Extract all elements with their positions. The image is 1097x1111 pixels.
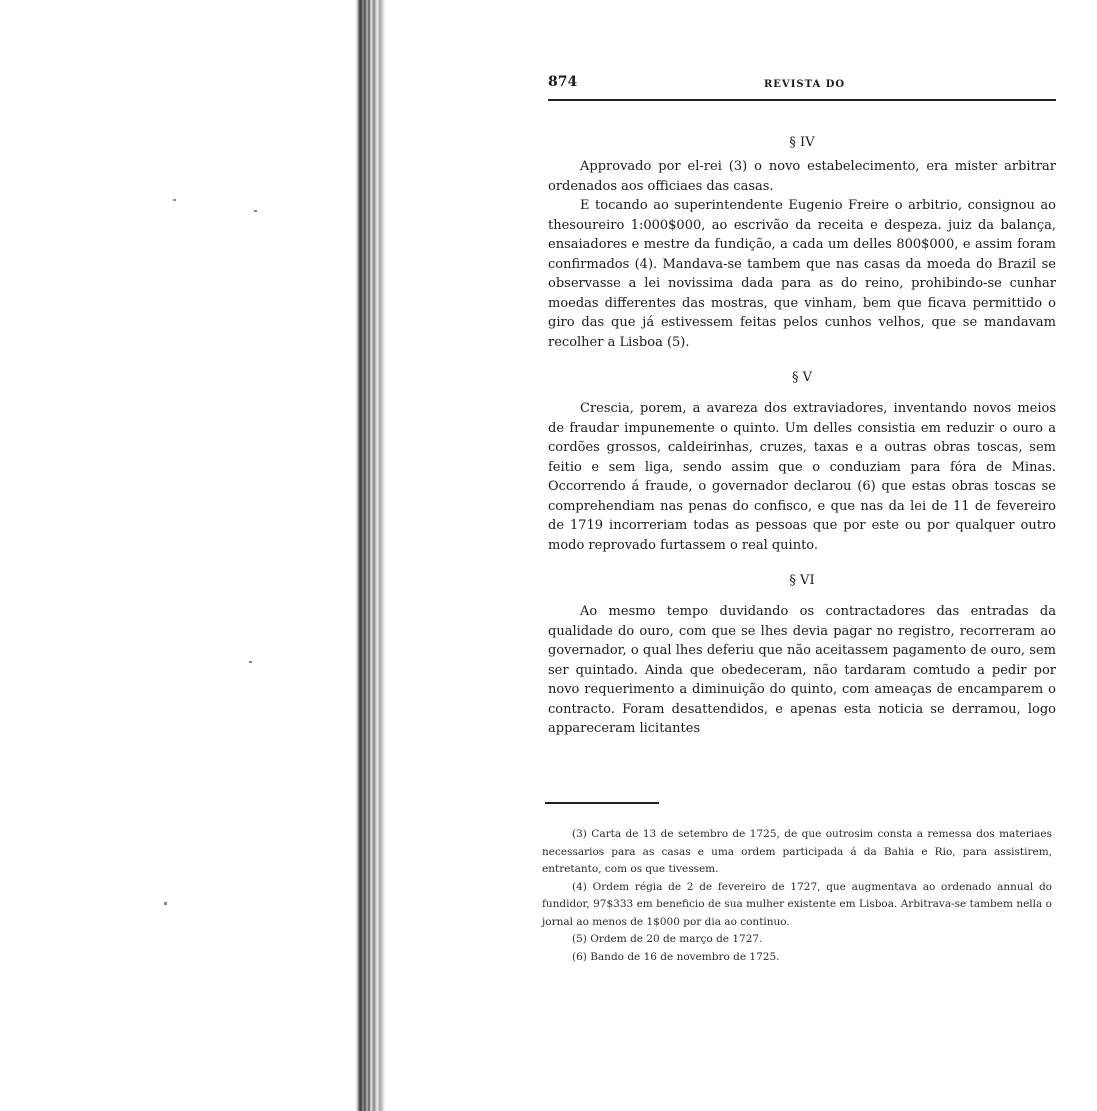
footnote: (5) Ordem de 20 de março de 1727. bbox=[572, 933, 763, 945]
footnote: (3) Carta de 13 de setembro de 1725, de que outrosim consta a remessa dos materiaes necessarios para as casas e uma ordem participada á da Bahia e Rio, para assistirem, entretanto, com os que tivessem. bbox=[542, 828, 1052, 875]
section-heading: § V bbox=[791, 370, 813, 385]
scan-speck bbox=[164, 902, 167, 905]
footnotes bbox=[542, 826, 1052, 966]
footnote-rule bbox=[545, 802, 659, 804]
book-page bbox=[548, 74, 1056, 739]
running-head: REVISTA DO bbox=[764, 79, 846, 90]
page-number: 874 bbox=[548, 74, 578, 90]
book-gutter bbox=[355, 0, 391, 1111]
section-heading: § IV bbox=[789, 135, 815, 150]
paragraph: Crescia, porem, a avareza dos extraviadores, inventando novos meios de fraudar impunemente o quinto. Um delles consistia em reduzir o ouro a cordões grossos, caldeirinhas, cruzes, taxas e a outras obras toscas, sem feitio e sem liga, sendo assim que o conduziam para fóra de Minas. Occorrendo á fraude, o governador declarou (6) que estas obras toscas se comprehendiam nas penas do confisco, e que nas da lei de 11 de fevereiro de 1719 incorreriam todas as pessoas que por este ou por qualquer outro modo reprovado furtassem o real quinto. bbox=[548, 401, 1056, 553]
scan-speck bbox=[249, 661, 252, 663]
paragraph: E tocando ao superintendente Eugenio Freire o arbitrio, consignou ao thesoureiro 1:000$000, ao escrivão da receita e despeza. juiz da balança, ensaiadores e mestre da fundição, a cada um delles 800$000, e assim foram confirmados (4). Mandava-se tambem que nas casas da moeda do Brazil se observasse a lei novissima dada para as do reino, prohibindo-se cunhar moedas differentes das mostras, que vinham, bem que ficava permittido o giro das que já estivessem feitas pelos cunhos velhos, que se mandavam recolher a Lisboa (5). bbox=[548, 198, 1056, 350]
paragraph: Approvado por el-rei (3) o novo estabelecimento, era mister arbitrar ordenados aos officiaes das casas. bbox=[548, 159, 1056, 194]
page-header bbox=[548, 74, 1056, 98]
paragraph: Ao mesmo tempo duvidando os contractadores das entradas da qualidade do ouro, com que se lhes devia pagar no registro, recorreram ao governador, o qual lhes deferiu que não aceitassem pagamento de ouro, sem ser quintado. Ainda que obedeceram, não tardaram comtudo a pedir por novo requerimento a diminuição do quinto, com ameaças de encamparem o contracto. Foram desattendidos, e apenas esta noticia se derramou, logo appareceram licitantes bbox=[548, 604, 1056, 736]
footnote: (6) Bando de 16 de novembro de 1725. bbox=[572, 950, 780, 963]
footnote: (4) Ordem régia de 2 de fevereiro de 1727, que augmentava ao ordenado annual do fundidor, 97$333 em beneficio de sua mulher existente em Lisboa. Arbitrava-se tambem nella o jornal ao menos de 1$000 por dia ao continuo. bbox=[542, 880, 1052, 928]
scan-speck bbox=[254, 210, 257, 212]
header-rule bbox=[548, 99, 1056, 101]
section-heading: § VI bbox=[789, 573, 815, 588]
scan-speck bbox=[173, 199, 176, 201]
